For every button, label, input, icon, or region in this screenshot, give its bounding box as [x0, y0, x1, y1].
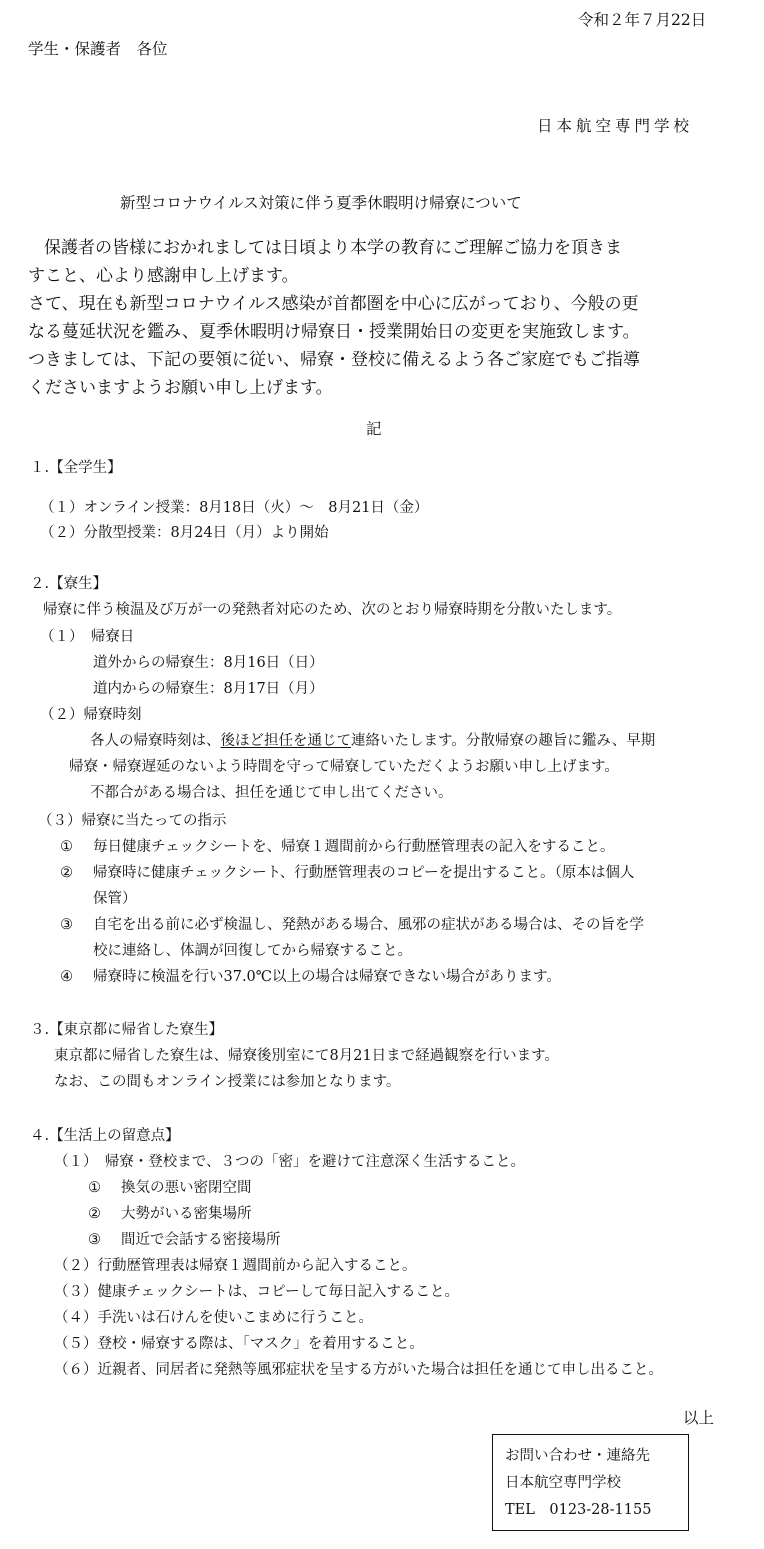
intro-line: すこと、心より感謝申し上げます。 — [28, 266, 299, 286]
section2-sub2-label: （２）帰寮時刻 — [40, 707, 142, 723]
three-c-number: ③ — [88, 1232, 101, 1248]
section4-heading: ４.【生活上の留意点】 — [30, 1128, 180, 1144]
section4-item: （３）健康チェックシートは、コピーして毎日記入すること。 — [54, 1284, 459, 1300]
section4-item: （６）近親者、同居者に発熱等風邪症状を呈する方がいた場合は担任を通じて申し出ること。 — [54, 1362, 663, 1378]
instruction-number: ① — [60, 839, 73, 855]
document-title: 新型コロナウイルス対策に伴う夏季休暇明け帰寮について — [120, 194, 522, 212]
section1-heading: １.【全学生】 — [30, 460, 122, 476]
instruction-text: 保管） — [93, 891, 137, 907]
three-c-text: 間近で会話する密接場所 — [121, 1232, 281, 1248]
intro-line: 保護者の皆様におかれましては日頃より本学の教育にご理解ご協力を頂きま — [44, 238, 622, 258]
instruction-text: 毎日健康チェックシートを、帰寮１週間前から行動歴管理表の記入をすること。 — [93, 839, 615, 855]
contact-title: お問い合わせ・連絡先 — [505, 1448, 650, 1464]
section1-item: （１）オンライン授業：8月18日（火）～ 8月21日（金） — [40, 500, 429, 516]
section2-sub3-label: （３）帰寮に当たっての指示 — [38, 813, 227, 829]
section1-item: （２）分散型授業：8月24日（月）より開始 — [40, 525, 329, 541]
section2-lead: 帰寮に伴う検温及び万が一の発熱者対応のため、次のとおり帰寮時期を分散いたします。 — [43, 602, 622, 618]
document-date: 令和２年７月22日 — [578, 11, 707, 29]
section4-item: （５）登校・帰寮する際は、「マスク」を着用すること。 — [54, 1336, 424, 1352]
section4-item: （１） 帰寮・登校まで、３つの「密」を避けて注意深く生活すること。 — [54, 1154, 525, 1170]
section4-item: （４）手洗いは石けんを使いこまめに行うこと。 — [54, 1310, 373, 1326]
section3-line: 東京都に帰省した寮生は、帰寮後別室にて8月21日まで経過観察を行います。 — [54, 1048, 560, 1064]
intro-line: つきましては、下記の要領に従い、帰寮・登校に備えるよう各ご家庭でもご指導 — [28, 350, 640, 370]
homecoming-date-inside: 道内からの帰寮生：8月17日（月） — [93, 681, 324, 697]
instruction-text: 校に連絡し、体調が回復してから帰寮すること。 — [93, 943, 412, 959]
instruction-number: ② — [60, 865, 73, 881]
section2-heading: ２.【寮生】 — [30, 576, 108, 592]
intro-line: くださいますようお願い申し上げます。 — [28, 378, 333, 398]
contact-box — [492, 1434, 689, 1531]
three-c-number: ② — [88, 1206, 101, 1222]
section2-sub1-label: （１） 帰寮日 — [40, 629, 135, 645]
intro-line: さて、現在も新型コロナウイルス感染が首都圏を中心に広がっており、今般の更 — [28, 294, 639, 314]
three-c-text: 換気の悪い密閉空間 — [121, 1180, 252, 1196]
section2-sub2-line: 各人の帰寮時刻は、後ほど担任を通じて連絡いたします。分散帰寮の趣旨に鑑み、早期 — [90, 733, 656, 749]
recipients: 学生・保護者 各位 — [28, 40, 168, 58]
instruction-number: ④ — [60, 969, 73, 985]
ki-marker: 記 — [366, 420, 382, 438]
section3-heading: ３.【東京都に帰省した寮生】 — [30, 1022, 224, 1038]
instruction-text: 帰寮時に検温を行い37.0℃以上の場合は帰寮できない場合があります。 — [93, 969, 561, 985]
intro-line: なる蔓延状況を鑑み、夏季休暇明け帰寮日・授業開始日の変更を実施致します。 — [28, 322, 640, 342]
section2-sub2-line: 帰寮・帰寮遅延のないよう時間を守って帰寮していただくようお願い申し上げます。 — [69, 759, 619, 775]
sender-school: 日本航空専門学校 — [537, 117, 694, 135]
three-c-text: 大勢がいる密集場所 — [121, 1206, 252, 1222]
instruction-text: 自宅を出る前に必ず検温し、発熱がある場合、風邪の症状がある場合は、その旨を学 — [93, 917, 644, 933]
three-c-number: ① — [88, 1180, 101, 1196]
section3-line: なお、この間もオンライン授業には参加となります。 — [54, 1074, 401, 1090]
contact-tel: TEL 0123-28-1155 — [505, 1502, 652, 1518]
instruction-number: ③ — [60, 917, 73, 933]
section2-sub2-line: 不都合がある場合は、担任を通じて申し出てください。 — [90, 785, 453, 801]
homecoming-date-outside: 道外からの帰寮生：8月16日（日） — [93, 655, 324, 671]
closing-mark: 以上 — [683, 1409, 715, 1427]
contact-org: 日本航空専門学校 — [505, 1475, 621, 1491]
section4-item: （２）行動歴管理表は帰寮１週間前から記入すること。 — [54, 1258, 417, 1274]
instruction-text: 帰寮時に健康チェックシート、行動歴管理表のコピーを提出すること。（原本は個人 — [93, 865, 635, 881]
